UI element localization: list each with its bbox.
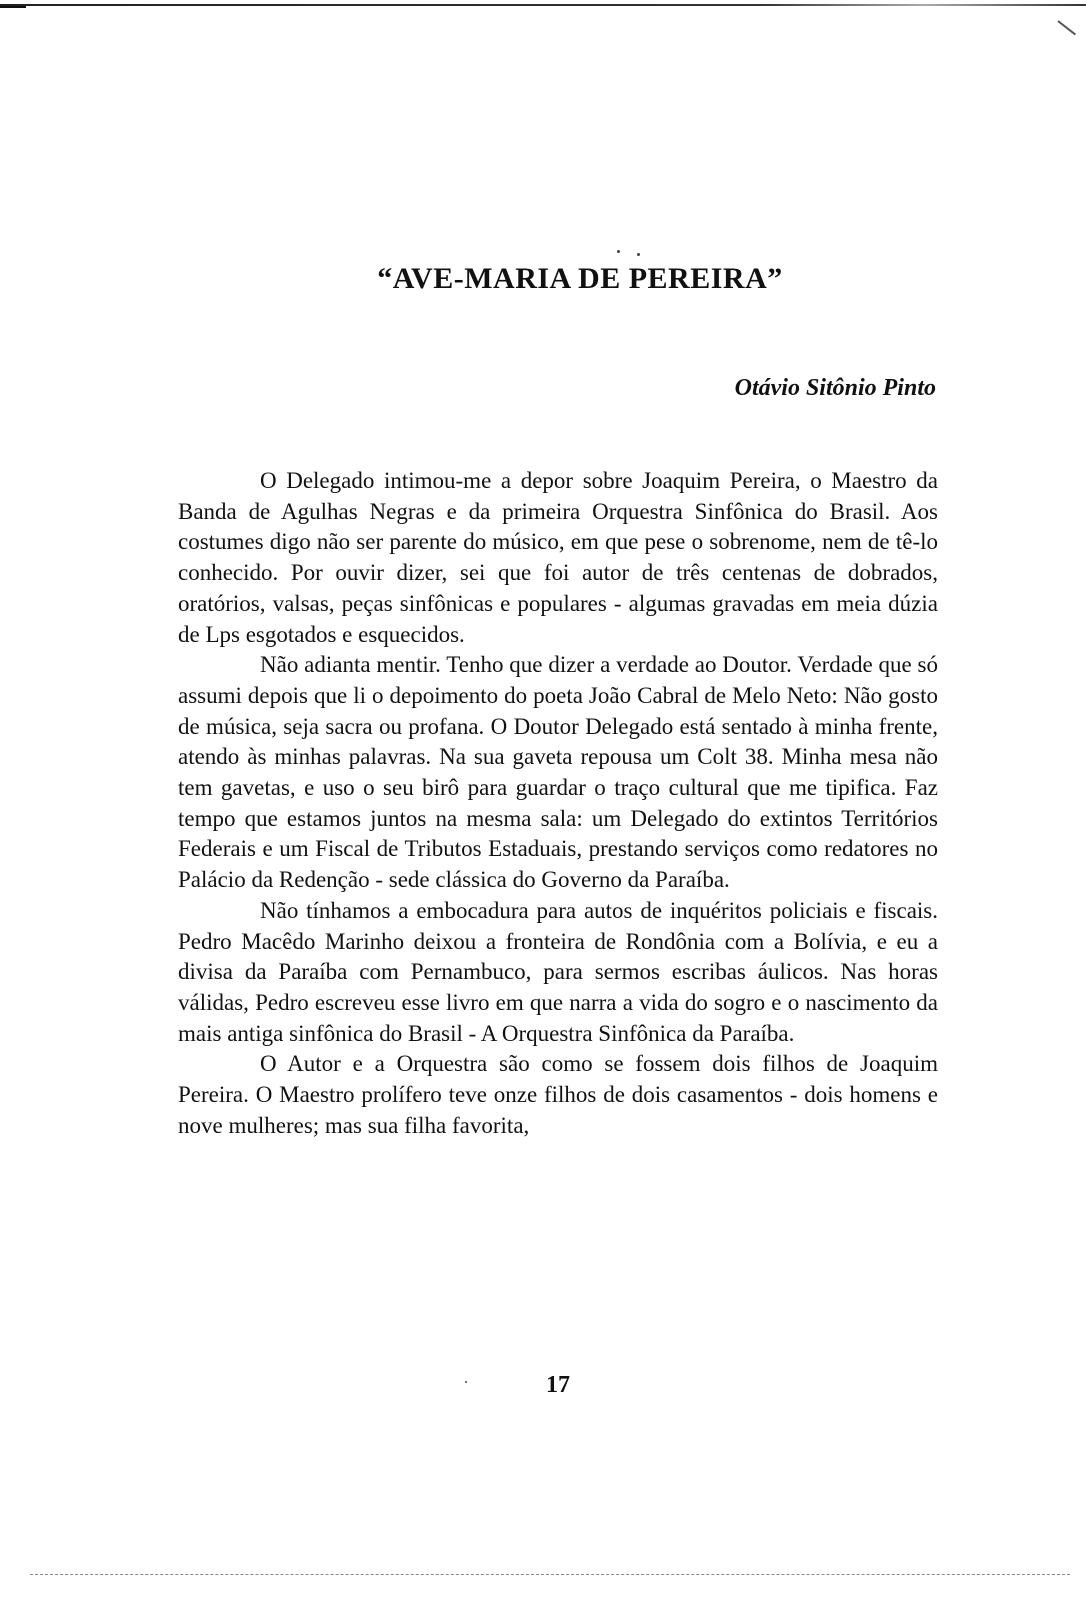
scan-speck bbox=[617, 250, 620, 253]
scan-corner-mark bbox=[1057, 20, 1076, 35]
paragraph: Não tínhamos a embocadura para autos de inquéritos policiais e fiscais. Pedro Macêdo Marinho deixou a fronteira de Rondônia com a Bolívia, e eu a divisa da Paraíba com Pernambuco, para sermos escribas áulicos. Nas horas válidas, Pedro escreveu esse livro em que narra a vida do sogro e o nascimento da mais antiga sinfônica do Brasil - A Orquestra Sinfônica da Paraíba. bbox=[178, 897, 938, 1046]
scan-edge-line-bottom bbox=[30, 1574, 1070, 1575]
body-text bbox=[178, 466, 938, 1141]
paragraph: O Delegado intimou-me a depor sobre Joaquim Pereira, o Maestro da Banda de Agulhas Negras e da primeira Orquestra Sinfônica do Brasil. Aos costumes digo não ser parente do músico, em que pese o sobrenome, nem de tê-lo conhecido. Por ouvir dizer, sei que foi autor de três centenas de dobrados, oratórios, valsas, peças sinfônicas e populares - algumas gravadas em meia dúzia de Lps esgotados e esquecidos. bbox=[178, 468, 938, 647]
paragraph: O Autor e a Orquestra são como se fossem dois filhos de Joaquim Pereira. O Maestro prolífero teve onze filhos de dois casamentos - dois homens e nove mulheres; mas sua filha favorita, bbox=[178, 1051, 938, 1138]
scan-edge-line-top bbox=[0, 4, 1086, 6]
scan-speck bbox=[637, 253, 640, 256]
page-title: “AVE-MARIA DE PEREIRA” bbox=[377, 262, 783, 295]
paragraph: Não adianta mentir. Tenho que dizer a verdade ao Doutor. Verdade que só assumi depois que li o depoimento do poeta João Cabral de Melo Neto: Não gosto de música, seja sacra ou profana. O Doutor Delegado está sentado à minha frente, atendo às minhas palavras. Na sua gaveta repousa um Colt 38. Minha mesa não tem gavetas, e uso o seu birô para guardar o traço cultural que me tipifica. Faz tempo que estamos juntos na mesma sala: um Delegado do extintos Territórios Federais e um Fiscal de Tributos Estaduais, prestando serviços como redatores no Palácio da Redenção - sede clássica do Governo da Paraíba. bbox=[178, 652, 938, 893]
author-name: Otávio Sitônio Pinto bbox=[734, 375, 936, 401]
scan-speck bbox=[465, 1381, 467, 1383]
page-number: 17 bbox=[546, 1372, 570, 1398]
